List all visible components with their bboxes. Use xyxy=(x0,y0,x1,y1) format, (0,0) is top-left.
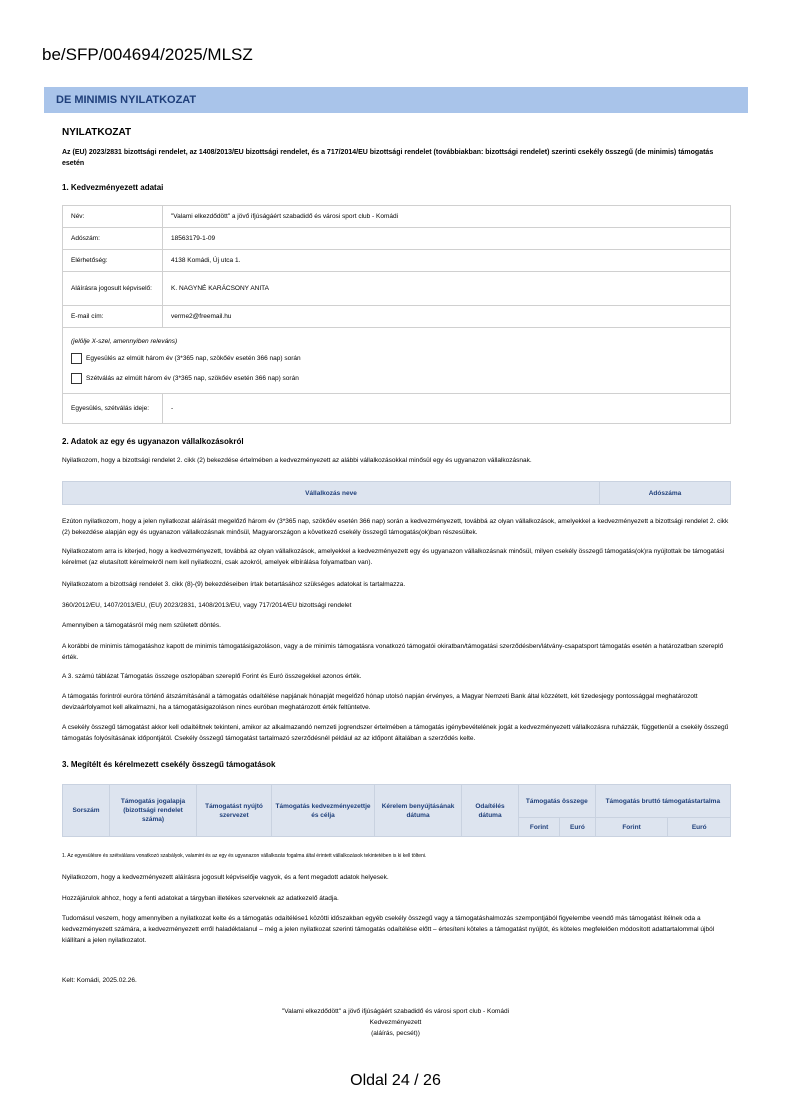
section-banner xyxy=(44,87,748,113)
checkbox-cell xyxy=(63,328,731,394)
col-osszeg: Támogatás összege xyxy=(519,785,596,818)
enterprises-table xyxy=(62,481,731,505)
section3-title: 3. Megítélt és kérelmezett csekély összegű támogatások xyxy=(62,760,276,769)
table-row xyxy=(63,306,731,328)
field-value: 18563179-1-09 xyxy=(163,228,731,250)
table-row xyxy=(63,394,731,424)
col-enterprise-name: Vállalkozás neve xyxy=(63,482,600,505)
paragraph: Nyilatkozatom a bizottsági rendelet 3. cikk (8)-(9) bekezdéseiben írtak betartásához szükséges adatokat is tartalmazza. xyxy=(62,581,406,588)
checkbox-merge[interactable] xyxy=(71,353,82,364)
paragraph: Ezúton nyilatkozom, hogy a jelen nyilatkozat aláírását megelőző három év (3*365 nap, szökőév esetén 366 nap) során a kedvezményezett, továbbá az olyan vállalkozások, amelyekkel a kedvezményezett a bizottsági rendelet 2. cikk (2) bekezdése alapján egy és ugyanazon vállalkozásnak minősül, Magyarországon a következő csekély összegű támogatás(ok)ban részesültek. xyxy=(62,518,729,536)
table-row xyxy=(63,228,731,250)
paragraph: 360/2012/EU, 1407/2013/EU, (EU) 2023/2831, 1408/2013/EU, vagy 717/2014/EU bizottsági rendelet xyxy=(62,602,352,609)
merge-option[interactable] xyxy=(71,353,722,364)
relevance-note: (jelölje X-szel, amennyiben releváns) xyxy=(71,337,178,345)
footnote: 1. Az egyesülésre és szétválásra vonatkozó szabályok, valamint és az egy és ugyanazon vállalkozás fogalma által érintett vállalkozások tekintetében is ki kell tölteni. xyxy=(62,853,427,859)
section2-intro: Nyilatkozom, hogy a bizottsági rendelet 2. cikk (2) bekezdése értelmében a kedvezményezett az alábbi vállalkozásokkal minősül egy és ugyanazon vállalkozásnak. xyxy=(62,457,532,464)
banner-title: DE MINIMIS NYILATKOZAT xyxy=(56,94,197,106)
col-brutto-forint: Forint xyxy=(595,818,668,837)
field-label: Név: xyxy=(63,206,163,228)
field-label: E-mail cím: xyxy=(63,306,163,328)
table-row xyxy=(63,328,731,394)
closing-paragraph: Tudomásul veszem, hogy amennyiben a nyilatkozat kelte és a támogatás odaítélése1 közötti időszakban egyéb csekély összegű vagy a támogatáshalmozás szempontjából figyelembe veendő más támogatást ítélnek oda a kedvezményezett számára, a kedvezményezett erről haladéktalanul – még a jelen nyilatkozat szerinti támogatás odaítélése előtt – értesíteni köteles a támogatást nyújtót, és köteles megfelelően módosított adattartalommal újból kiállítani a jelen nyilatkozatot. xyxy=(62,915,715,944)
checkbox-split-label: Szétválás az elmúlt három év (3*365 nap, szökőév esetén 366 nap) során xyxy=(86,374,299,382)
paragraph: Amennyiben a támogatásról még nem született döntés. xyxy=(62,622,221,629)
field-value: verme2@freemail.hu xyxy=(163,306,731,328)
field-label: Aláírásra jogosult képviselő: xyxy=(63,272,163,306)
section1-title: 1. Kedvezményezett adatai xyxy=(62,183,164,192)
aid-table xyxy=(62,784,731,837)
col-osszeg-forint: Forint xyxy=(519,818,560,837)
col-sorszam: Sorszám xyxy=(63,785,110,837)
paragraph: A 3. számú táblázat Támogatás összege oszlopában szereplő Forint és Euró összegekkel azonos érték. xyxy=(62,673,362,680)
col-kedvezmenyezett: Támogatás kedvezményezettje és célja xyxy=(272,785,375,837)
paragraph: A támogatás forintról euróra történő átszámításánál a támogatás odaítélése napjának hónapját megelőző hónap utolsó napján érvényes, a Magyar Nemzeti Bank által közzétett, két tizedesjegy pontossággal meghatározott devizaárfolyamot kell alkalmazni, ha a támogatásigazoláson nincs euróban meghatározott érték feltüntetve. xyxy=(62,693,698,711)
checkbox-merge-label: Egyesülés az elmúlt három év (3*365 nap, szökőév esetén 366 nap) során xyxy=(86,354,301,362)
page-number: Oldal 24 / 26 xyxy=(350,1072,441,1089)
signature-role: Kedvezményezett xyxy=(369,1019,422,1026)
table-row xyxy=(63,250,731,272)
field-label: Adószám: xyxy=(63,228,163,250)
col-osszeg-euro: Euró xyxy=(560,818,595,837)
page-title: NYILATKOZAT xyxy=(62,127,132,138)
closing-paragraph: Nyilatkozom, hogy a kedvezményezett aláírásra jogosult képviselője vagyok, és a fent megadott adatok helyesek. xyxy=(62,874,389,881)
paragraph: Nyilatkozatom arra is kiterjed, hogy a kedvezményezett, továbbá az olyan vállalkozások, amelyekkel a kedvezményezett egy és ugyanazon vállalkozásnak minősül, milyen csekély összegű támogatás(ok)ra nyújtottak be támogatási kérelmet (az elutasított kérelmekről nem kell nyilatkozni, csak azokról, amelyek elbírálása folyamatban van). xyxy=(62,548,725,566)
field-label: Egyesülés, szétválás ideje: xyxy=(63,394,163,424)
paragraph: A korábbi de minimis támogatáshoz kapott de minimis támogatásigazoláson, vagy a de minimis támogatásra vonatkozó támogatói okiratban/támogatási szerződésben/látvány-csapatsport támogatás esetén a határozatban szereplő érték. xyxy=(62,643,724,661)
col-brutto-euro: Euró xyxy=(668,818,731,837)
document-id: be/SFP/004694/2025/MLSZ xyxy=(42,45,253,64)
intro-text: Az (EU) 2023/2831 bizottsági rendelet, az 1408/2013/EU bizottsági rendelet, és a 717/2014/EU bizottsági rendelet (továbbiakban: bizottsági rendelet) szerinti csekély összegű (de minimis) támogatás esetén xyxy=(62,149,714,167)
field-value: K. NAGYNÉ KARÁCSONY ANITA xyxy=(163,272,731,306)
signature-name: "Valami elkezdődött" a jövő ifjúságáért szabadidő és városi sport club - Komádi xyxy=(281,1008,510,1015)
col-tax-number: Adószáma xyxy=(600,482,731,505)
signature-note: (aláírás, pecsét)) xyxy=(371,1030,420,1037)
beneficiary-table xyxy=(62,205,731,424)
table-header-row xyxy=(63,785,731,818)
field-value: 4138 Komádi, Új utca 1. xyxy=(163,250,731,272)
section2-title: 2. Adatok az egy és ugyanazon vállalkozásokról xyxy=(62,437,244,446)
split-option[interactable] xyxy=(71,373,722,384)
col-odaites: Odaítélés dátuma xyxy=(462,785,519,837)
col-nyujto: Támogatást nyújtó szervezet xyxy=(197,785,272,837)
col-kerelem: Kérelem benyújtásának dátuma xyxy=(375,785,462,837)
closing-paragraph: Hozzájárulok ahhoz, hogy a fenti adatokat a tárgyban illetékes szerveknek az adatkezelő átadja. xyxy=(62,895,339,902)
col-jogalap: Támogatás jogalapja (bizottsági rendelet száma) xyxy=(110,785,197,837)
table-row xyxy=(63,272,731,306)
field-label: Elérhetőség: xyxy=(63,250,163,272)
paragraph: A csekély összegű támogatást akkor kell odaítéltnek tekinteni, amikor az alkalmazandó nemzeti jogrendszer értelmében a támogatás igénybevételének jogát a kedvezményezett vállalkozásra ruházzák, függetlenül a csekély összegű támogatás folyósításának időpontjától. Csekély összegű támogatást tartalmazó szerződésnél például az az időpont általában a szerződés kelte. xyxy=(62,724,729,742)
checkbox-split[interactable] xyxy=(71,373,82,384)
table-row xyxy=(63,206,731,228)
field-value: "Valami elkezdődött" a jövő ifjúságáért szabadidő és városi sport club - Komádi xyxy=(163,206,731,228)
field-value: - xyxy=(163,394,731,424)
table-header-row xyxy=(63,482,731,505)
col-brutto: Támogatás bruttó támogatástartalma xyxy=(595,785,730,818)
date-place: Kelt: Komádi, 2025.02.26. xyxy=(62,977,137,984)
